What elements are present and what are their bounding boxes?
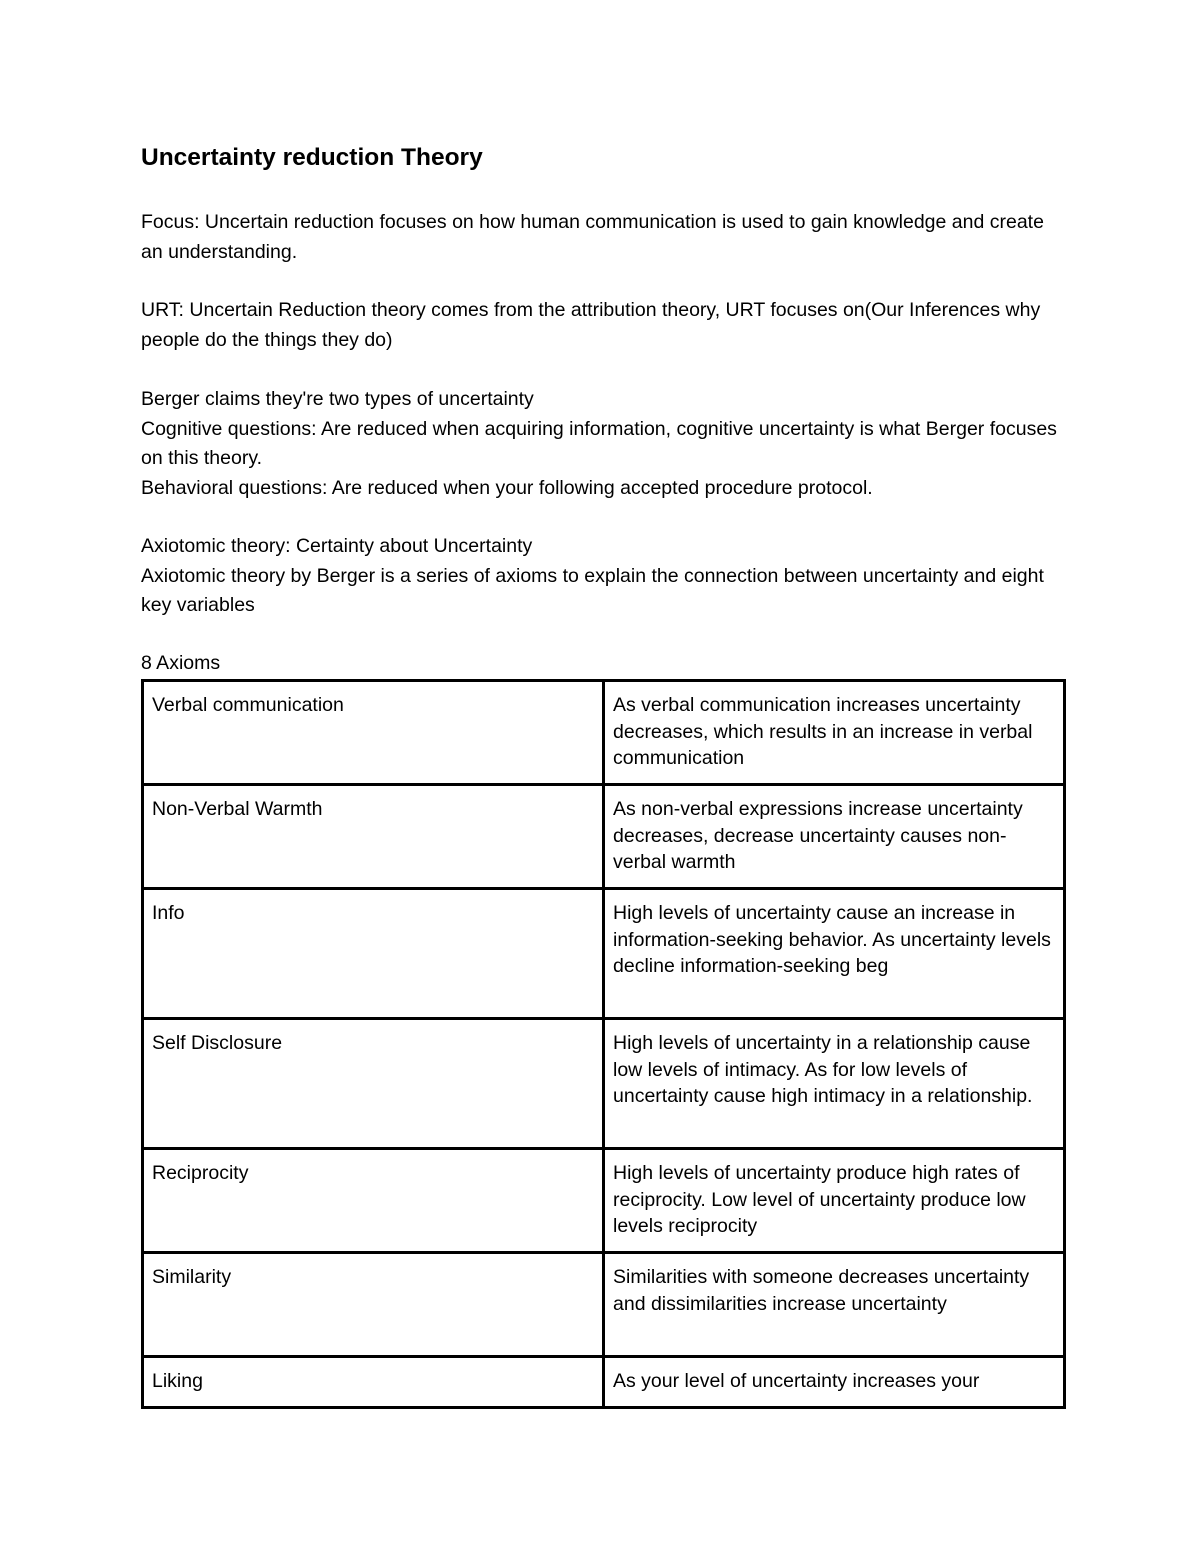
uncertainty-types-section bbox=[141, 385, 1061, 503]
axiom-description-cell: As non-verbal expressions increase uncertainty decreases, decrease uncertainty causes non-verbal warmth bbox=[604, 785, 1065, 889]
berger-claims-text: Berger claims they're two types of uncertainty bbox=[141, 388, 534, 410]
axiom-description-cell: High levels of uncertainty cause an increase in information-seeking behavior. As uncertainty levels decline information-seeking beg bbox=[604, 889, 1065, 1019]
table-row bbox=[143, 1357, 1065, 1408]
axiotomic-section bbox=[141, 532, 1061, 621]
table-row bbox=[143, 785, 1065, 889]
axiom-description-cell: High levels of uncertainty in a relationship cause low levels of intimacy. As for low levels of uncertainty cause high intimacy in a relationship. bbox=[604, 1019, 1065, 1149]
axiom-variable-cell: Verbal communication bbox=[143, 681, 604, 785]
focus-text: Focus: Uncertain reduction focuses on how human communication is used to gain knowledge and create an understanding. bbox=[141, 211, 1044, 263]
axiom-variable-cell: Info bbox=[143, 889, 604, 1019]
document-title: Uncertainty reduction Theory bbox=[141, 144, 483, 171]
axiom-variable-cell: Non-Verbal Warmth bbox=[143, 785, 604, 889]
axiom-variable-cell: Reciprocity bbox=[143, 1149, 604, 1253]
axiom-variable-cell: Liking bbox=[143, 1357, 604, 1408]
urt-text: URT: Uncertain Reduction theory comes from the attribution theory, URT focuses on(Our Inferences why people do the things they do) bbox=[141, 299, 1041, 351]
focus-paragraph bbox=[141, 208, 1061, 267]
axiom-description-cell: As verbal communication increases uncertainty decreases, which results in an increase in verbal communication bbox=[604, 681, 1065, 785]
table-row bbox=[143, 889, 1065, 1019]
axiom-variable-cell: Similarity bbox=[143, 1253, 604, 1357]
cognitive-questions-text: Cognitive questions: Are reduced when acquiring information, cognitive uncertainty is what Berger focuses on this theory. bbox=[141, 417, 1057, 469]
axiom-description-cell: Similarities with someone decreases uncertainty and dissimilarities increase uncertainty bbox=[604, 1253, 1065, 1357]
axiom-description-cell: High levels of uncertainty produce high rates of reciprocity. Low level of uncertainty produce low levels reciprocity bbox=[604, 1149, 1065, 1253]
axioms-table bbox=[141, 679, 1066, 1409]
urt-paragraph bbox=[141, 296, 1061, 355]
behavioral-questions-text: Behavioral questions: Are reduced when your following accepted procedure protocol. bbox=[141, 476, 873, 499]
axiotomic-description-text: Axiotomic theory by Berger is a series of axioms to explain the connection between uncertainty and eight key variables bbox=[141, 564, 1044, 616]
axiotomic-heading-text: Axiotomic theory: Certainty about Uncertainty bbox=[141, 535, 533, 557]
table-row bbox=[143, 681, 1065, 785]
axiom-variable-cell: Self Disclosure bbox=[143, 1019, 604, 1149]
table-row bbox=[143, 1253, 1065, 1357]
axiom-description-cell: As your level of uncertainty increases your bbox=[604, 1357, 1065, 1408]
table-row bbox=[143, 1149, 1065, 1253]
axioms-label: 8 Axioms bbox=[141, 652, 221, 674]
table-row bbox=[143, 1019, 1065, 1149]
